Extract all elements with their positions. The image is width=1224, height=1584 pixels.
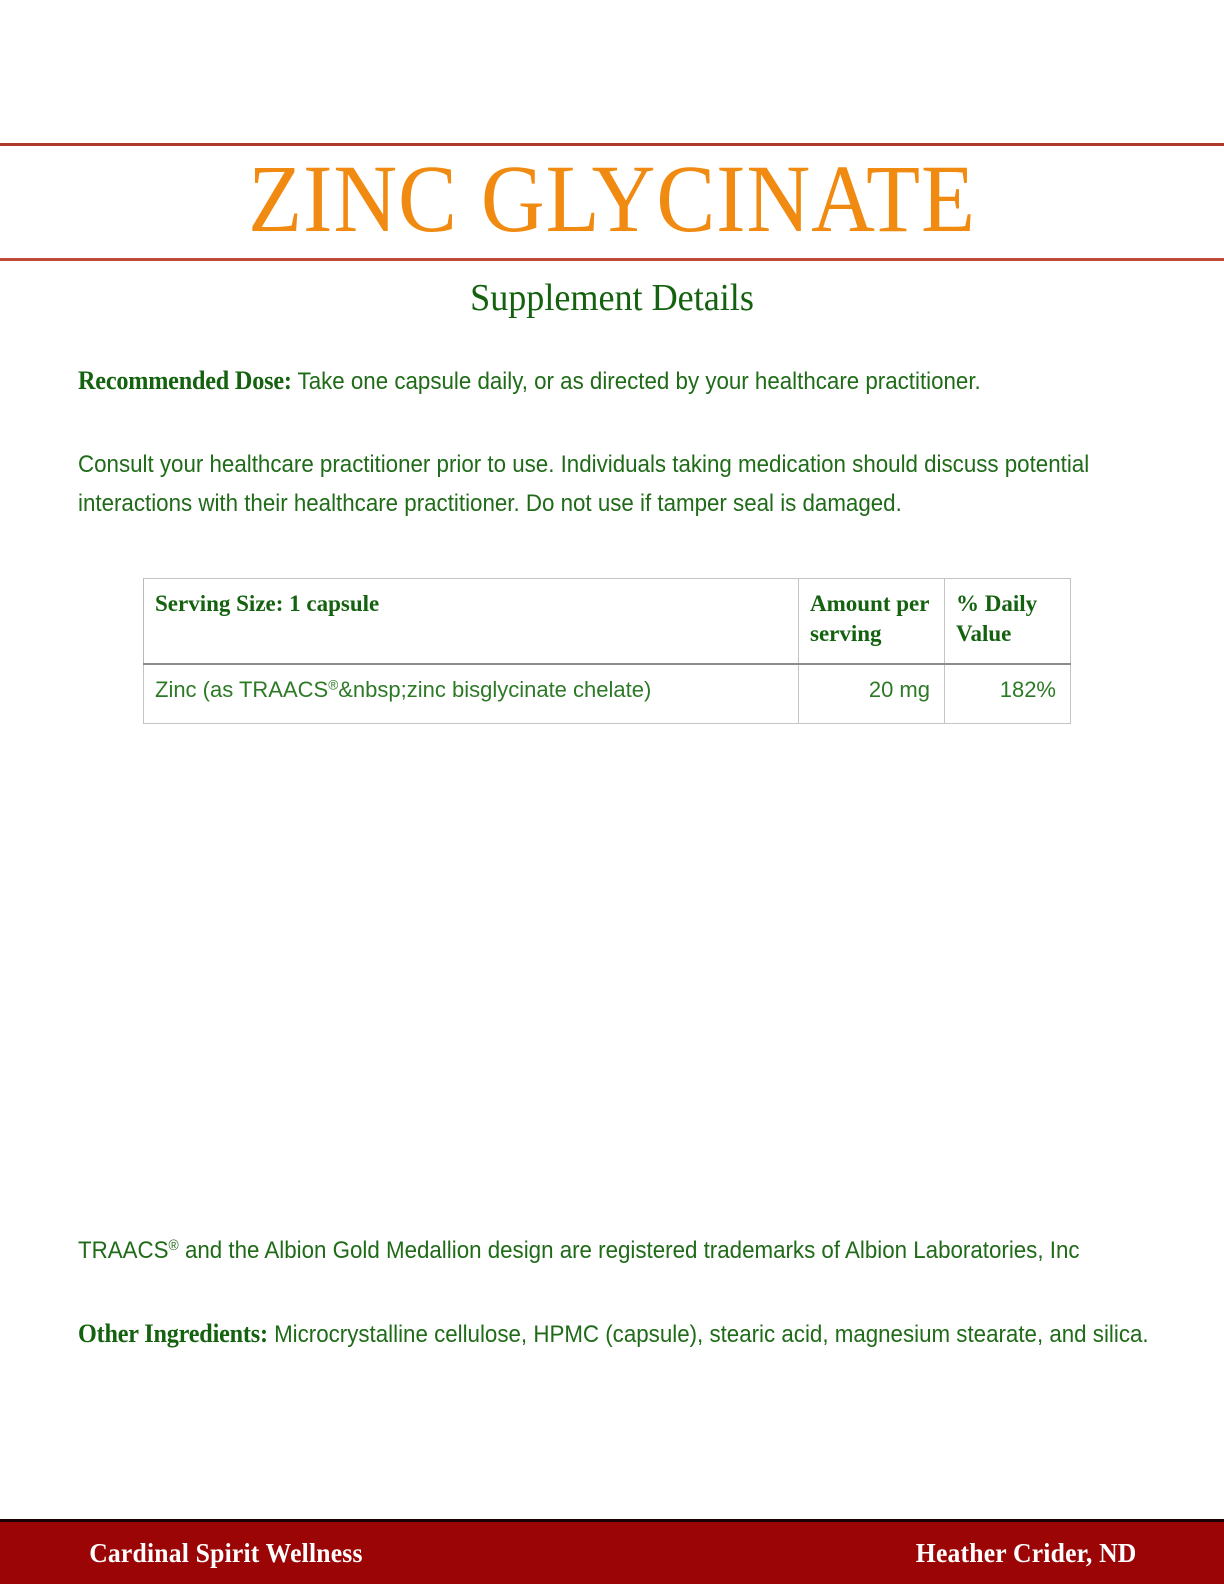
trademark-notice-suffix: and the Albion Gold Medallion design are registered trademarks of Albion Laboratories, Inc [178,1237,1080,1264]
column-header-amount-per-serving: Amount per serving [799,579,945,665]
recommended-dose-label: Recommended Dose: [78,366,292,395]
table-header-row [144,579,1071,665]
other-ingredients-line [78,1313,1153,1355]
supplement-facts-table [143,578,1071,724]
other-ingredients-label: Other Ingredients: [78,1318,268,1348]
nutrient-name-prefix: Zinc (as TRAACS [155,677,329,702]
warning-text: Consult your healthcare practitioner prior to use. Individuals taking medication should discuss potential interactions with their healthcare practitioner. Do not use if tamper seal is damaged. [78,451,1090,517]
recommended-dose-line [78,360,1148,402]
nutrient-amount-cell: 20 mg [799,664,945,724]
trademark-notice [78,1232,1153,1271]
nutrient-name-suffix: &nbsp;zinc bisglycinate chelate) [338,677,652,702]
subtitle: Supplement Details [470,277,754,319]
other-ingredients-text: Microcrystalline cellulose, HPMC (capsule), stearic acid, magnesium stearate, and silica. [267,1320,1149,1348]
table-body [144,664,1071,724]
column-header-serving-size: Serving Size: 1 capsule [144,579,799,665]
nutrient-name-cell [144,664,799,724]
page-title: ZINC GLYCINATE [248,145,976,252]
footer-practitioner-name: Heather Crider, ND [915,1537,1137,1568]
table-header [144,579,1071,665]
footer-clinic-name: Cardinal Spirit Wellness [89,1537,363,1568]
title-band [0,143,1224,261]
trademark-notice-prefix: TRAACS [78,1237,169,1264]
registered-trademark-icon: ® [328,677,339,693]
column-header-daily-value: % Daily Value [945,579,1071,665]
directions-section [78,360,1148,524]
footer-bar [0,1519,1224,1584]
supplement-facts-panel [143,578,1071,724]
table-row [144,664,1071,724]
registered-trademark-icon: ® [168,1237,179,1254]
notes-section [78,1232,1153,1355]
nutrient-daily-value-cell: 182% [945,664,1071,724]
recommended-dose-text: Take one capsule daily, or as directed by your healthcare practitioner. [291,368,981,395]
